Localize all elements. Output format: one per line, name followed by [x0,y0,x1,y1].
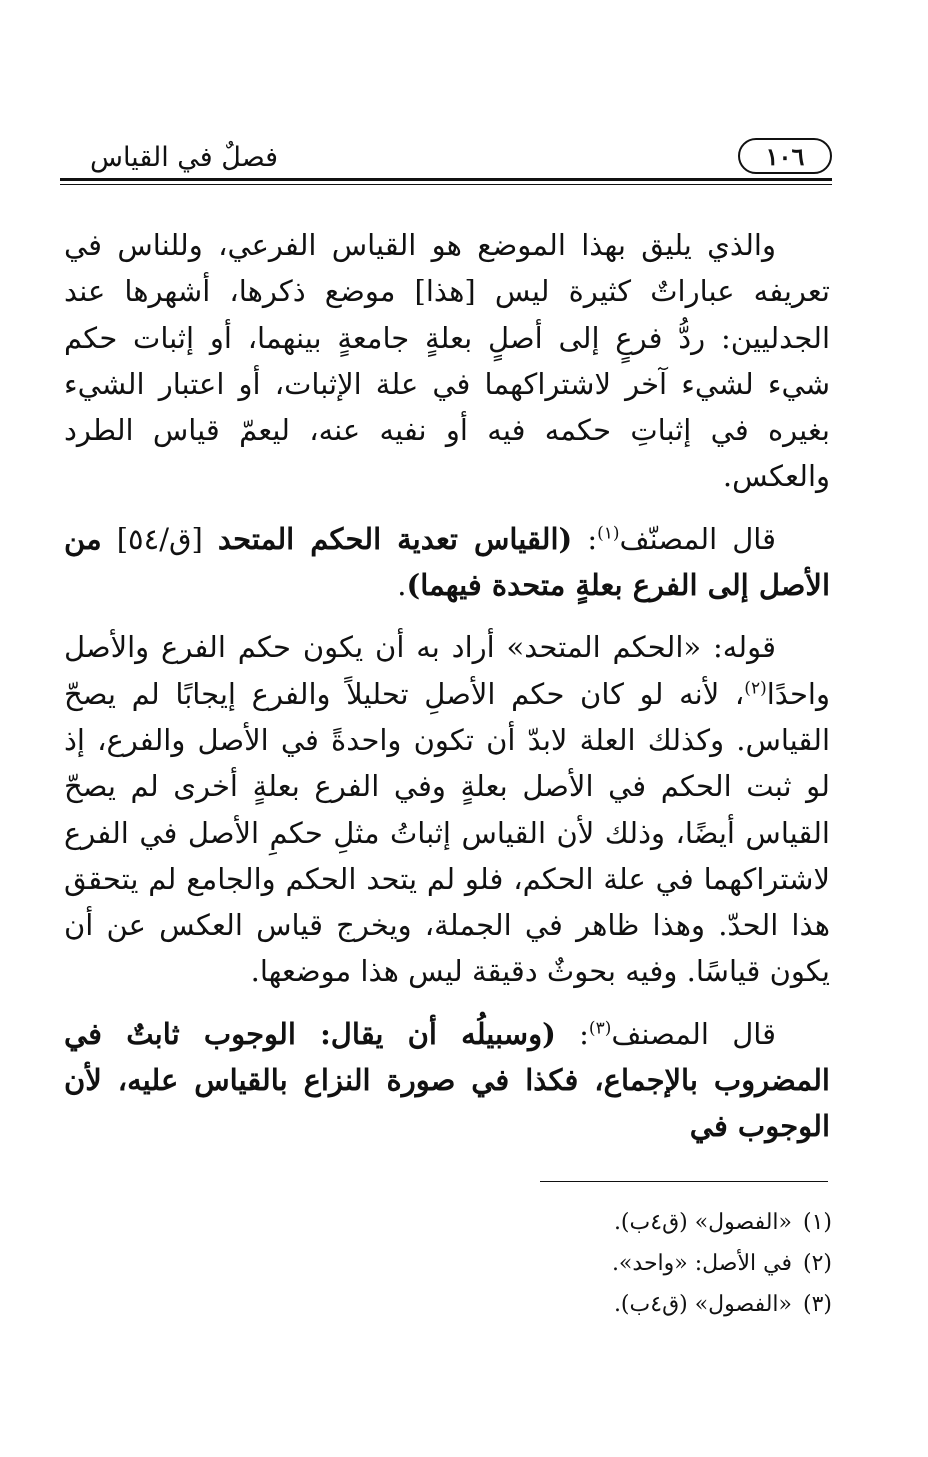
footnote-number: (٢) [802,1251,832,1276]
footnote-separator [540,1181,828,1182]
paragraph-2 [64,516,830,609]
footnote-text: «الفصول» (ق٤ب). [613,1210,792,1235]
footnotes [470,1202,832,1325]
footnote-ref-2: (٢) [744,678,767,699]
footnote-number: (٣) [802,1292,832,1317]
paragraph-4-colon: : [555,1016,589,1051]
paragraph-4-lead: قال المصنف [611,1016,776,1051]
manuscript-marker: [ق/٥٤] [101,521,218,556]
footnote-1 [470,1202,832,1243]
paragraph-3-part-1: قوله: «الحكم المتحد» أراد به أن يكون حكم الفرع والأصل واحدًا [64,630,830,711]
paragraph-2-lead: قال المصنّف [619,521,776,556]
paragraph-4 [64,1011,830,1150]
paragraph-1: والذي يليق بهذا الموضع هو القياس الفرعي، وللناس في تعريفه عباراتٌ كثيرة ليس [هذا] موضع ذكرها، أشهرها عند الجدليين: ردُّ فرعٍ إلى أصلٍ بعلةٍ جامعةٍ بينهما، أو إثبات حكم شيء لشيء آخر لاشتراكهما في علة الإثبات، أو اعتبار الشيء بغيره في إثباتِ حكمه فيه أو نفيه عنه، ليعمّ قياس الطرد والعكس. [64,228,830,494]
footnote-ref-1: (١) [597,523,620,544]
footnote-2 [470,1243,832,1284]
header-rule [60,178,832,181]
footnote-number: (١) [802,1210,832,1235]
running-header [60,138,832,188]
paragraph-2-end: . [397,568,407,603]
main-text [64,222,830,1166]
quoted-definition-part-2: من الأصل إلى الفرع بعلةٍ متحدة فيهما) [64,521,830,603]
footnote-ref-3: (٣) [588,1018,612,1039]
paragraph-3 [64,624,830,994]
chapter-title: فصلٌ في القياس [90,142,279,173]
quoted-definition-part-1: (القياس تعدية الحكم المتحد [217,521,573,556]
footnote-text: في الأصل: «واحد». [611,1251,792,1276]
page-number-badge: ١٠٦ [738,138,832,174]
paragraph-2-colon: : [572,521,598,556]
paragraph-3-part-2: ، لأنه لو كان حكم الأصلِ تحليلاً والفرع إيجابًا لم يصحّ القياس. وكذلك العلة لابدّ أن تكون واحدةً في الأصل والفرع، إذ لو ثبت الحكم في الأصل بعلةٍ وفي الفرع بعلةٍ أخرى لم يصحّ القياس أيضًا، وذلك لأن القياس إثباتُ مثلِ حكمِ الأصل في الفرع لاشتراكهما في علة الحكم، فلو لم يتحد الحكم والجامع لم يتحقق هذا الحدّ. وهذا ظاهر في الجملة، ويخرج قياس العكس عن أن يكون قياسًا. وفيه بحوثٌ دقيقة ليس هذا موضعها. [64,676,830,989]
quoted-passage: (وسبيلُه أن يقال: الوجوب ثابتٌ في المضروب بالإجماع، فكذا في صورة النزاع بالقياس عليه، لأن الوجوب في [64,1016,830,1144]
header-rule-thin [60,184,832,185]
footnote-text: «الفصول» (ق٤ب). [613,1292,792,1317]
footnote-3 [470,1284,832,1325]
